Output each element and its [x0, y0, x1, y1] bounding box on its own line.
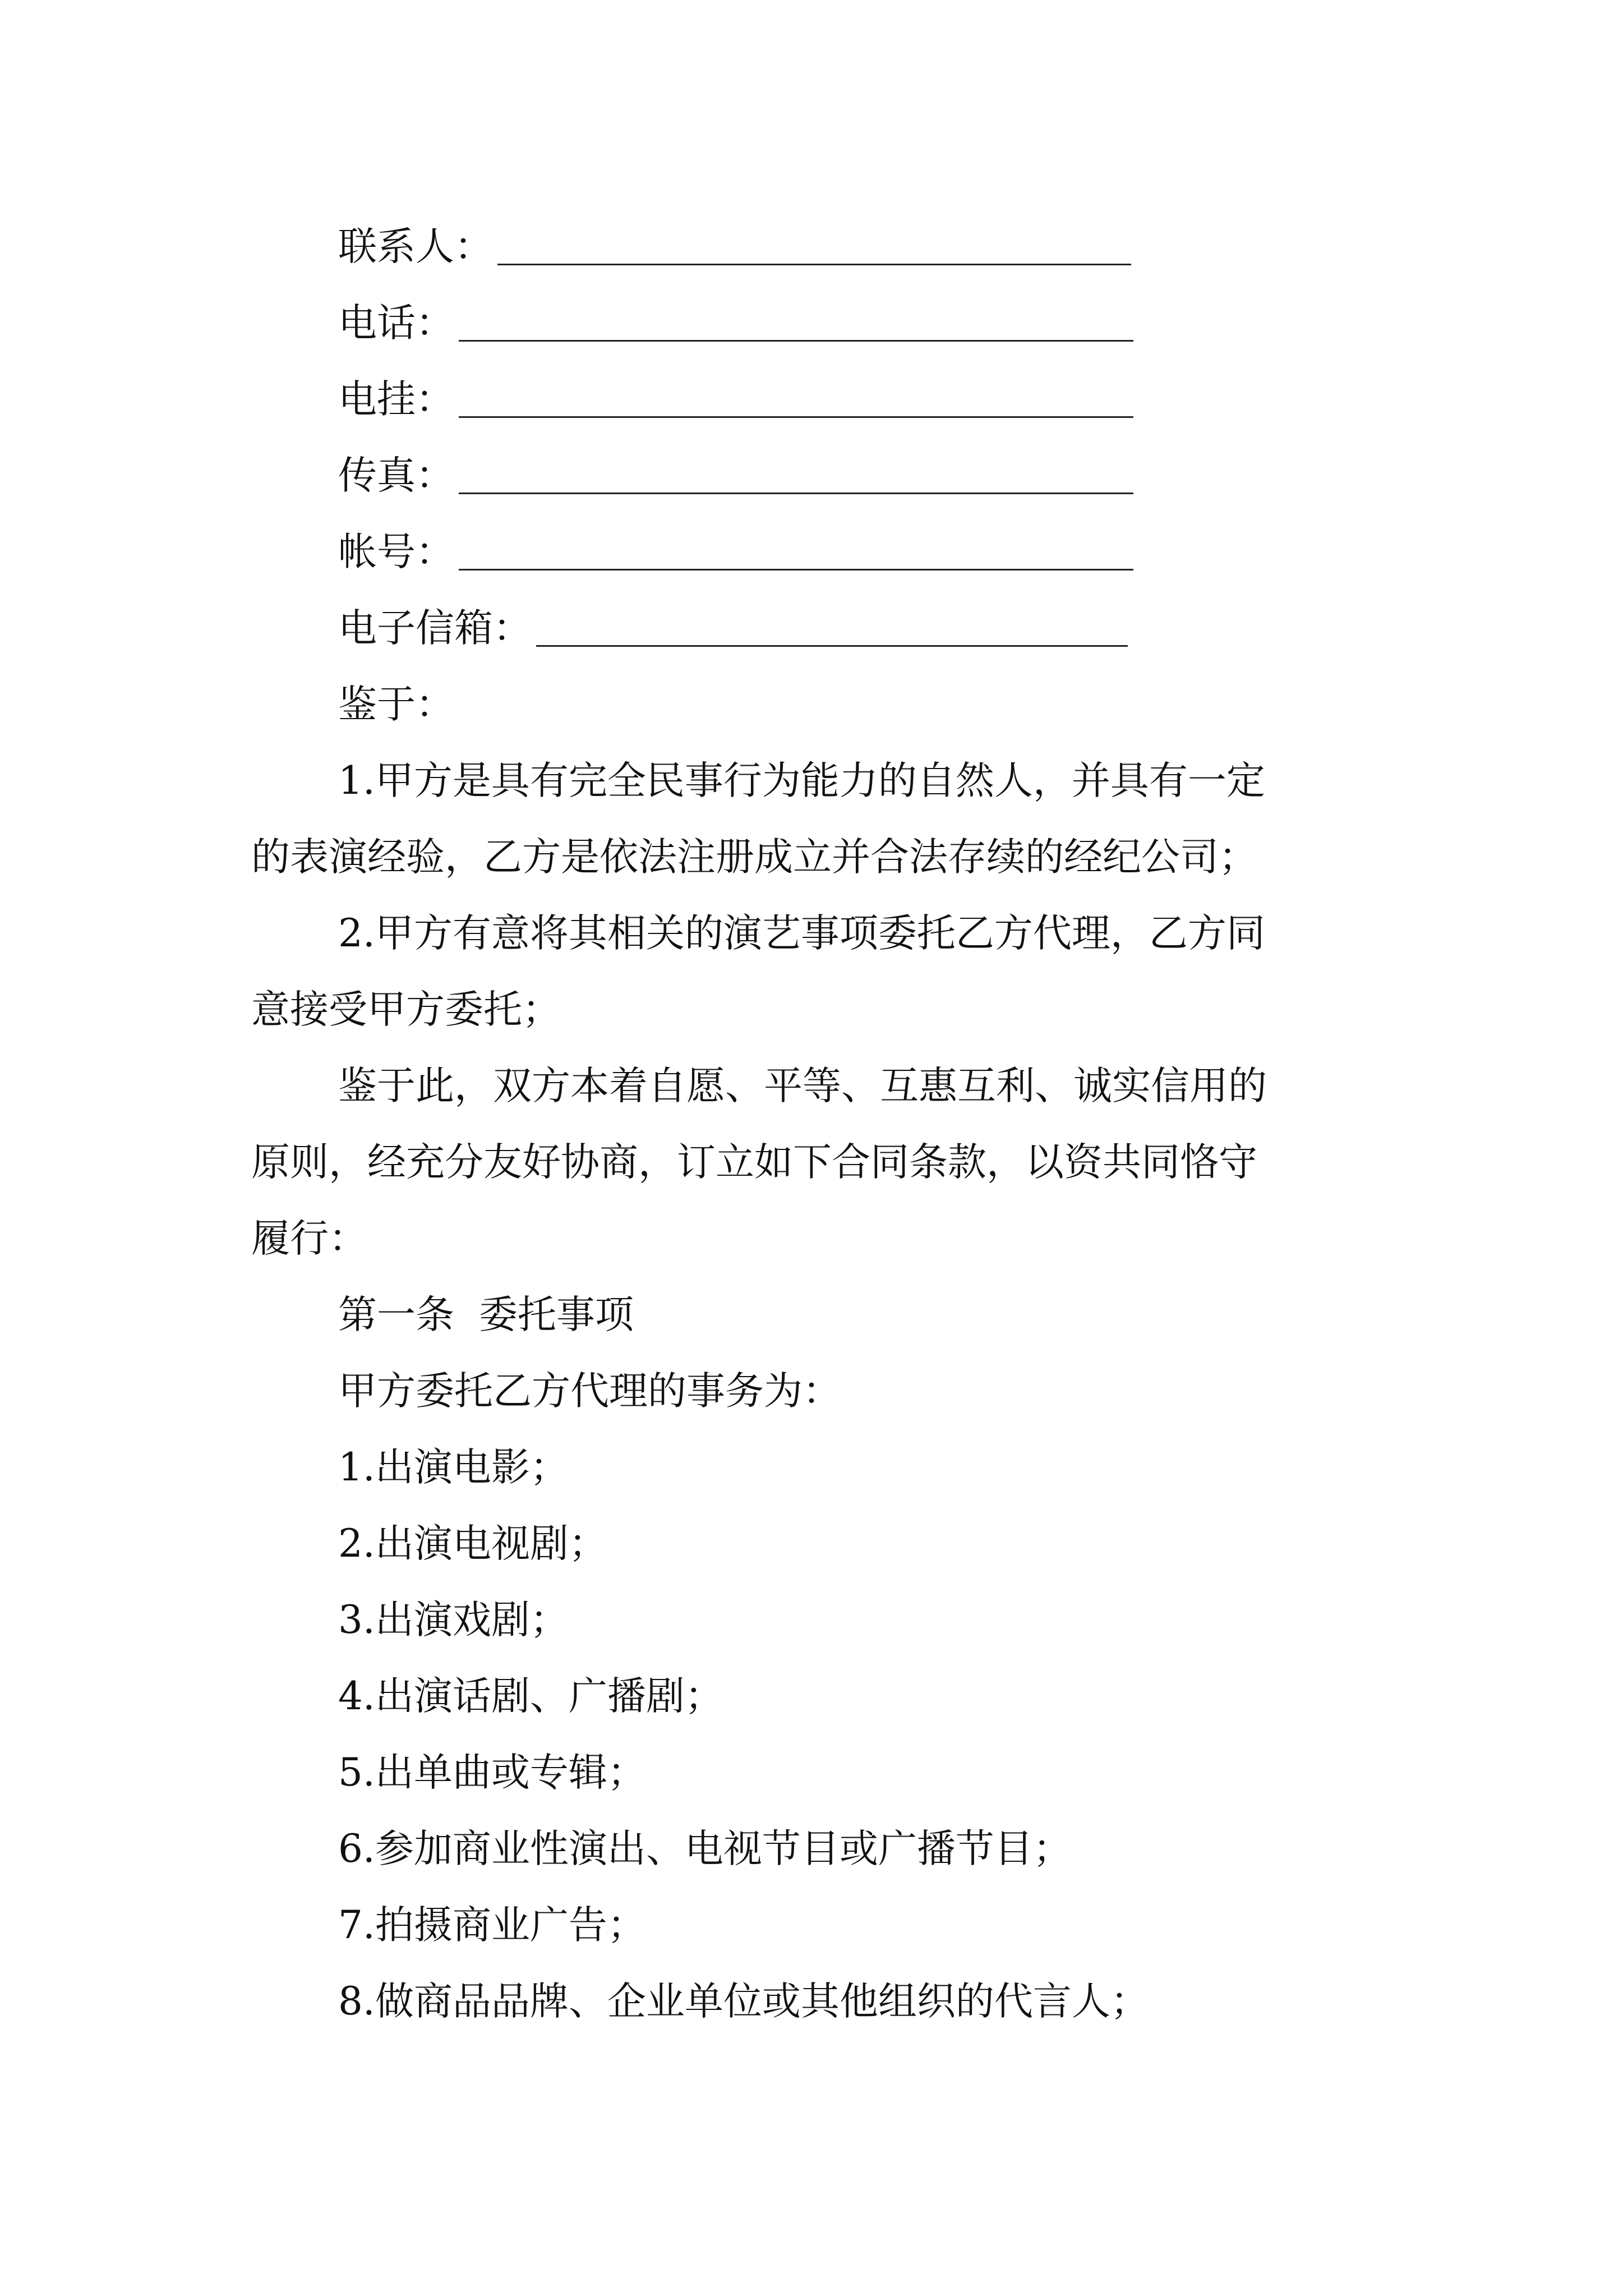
account-field [338, 514, 1133, 590]
phone-label: 电话： [338, 301, 454, 346]
list-item: 7.拍摄商业广告； [338, 1903, 646, 1948]
list-item: 6.参加商业性演出、电视节目或广播节目； [338, 1826, 1072, 1871]
para1-line2: 的表演经验，乙方是依法注册成立并合法存续的经纪公司； [251, 835, 1257, 880]
list-item: 8.做商品品牌、企业单位或其他组织的代言人； [338, 1979, 1149, 2024]
cable-label: 电挂： [338, 377, 454, 422]
email-label: 电子信箱： [338, 606, 532, 651]
fax-blank[interactable] [459, 458, 1133, 494]
account-label: 帐号： [338, 530, 454, 574]
para2-line2: 意接受甲方委托； [251, 987, 561, 1032]
article1-title: 第一条 委托事项 [338, 1292, 634, 1337]
contact-person-blank[interactable] [497, 229, 1131, 265]
cable-field [338, 361, 1133, 438]
whereas-heading: 鉴于： [338, 682, 454, 727]
cable-blank[interactable] [459, 381, 1133, 418]
para3-line3: 履行： [251, 1216, 367, 1261]
contact-person-label: 联系人： [338, 224, 493, 269]
fax-label: 传真： [338, 453, 454, 498]
contact-person-field [338, 209, 1131, 285]
article1-intro: 甲方委托乙方代理的事务为： [338, 1369, 841, 1414]
list-item: 4.出演话剧、广播剧； [338, 1674, 723, 1719]
list-item: 5.出单曲或专辑； [338, 1750, 646, 1795]
para3-line1: 鉴于此，双方本着自愿、平等、互惠互利、诚实信用的 [338, 1064, 1267, 1108]
list-item: 1.出演电影； [338, 1445, 569, 1490]
phone-blank[interactable] [459, 305, 1133, 342]
list-item: 2.出演电视剧； [338, 1521, 607, 1566]
phone-field [338, 285, 1133, 361]
list-item: 3.出演戏剧； [338, 1598, 569, 1642]
email-field [338, 590, 1128, 666]
para1-line1: 1.甲方是具有完全民事行为能力的自然人，并具有一定 [338, 758, 1265, 803]
email-blank[interactable] [536, 610, 1128, 647]
account-blank[interactable] [459, 534, 1133, 570]
para3-line2: 原则，经充分友好协商，订立如下合同条款，以资共同恪守 [251, 1140, 1257, 1185]
fax-field [338, 438, 1133, 514]
para2-line1: 2.甲方有意将其相关的演艺事项委托乙方代理，乙方同 [338, 911, 1265, 956]
